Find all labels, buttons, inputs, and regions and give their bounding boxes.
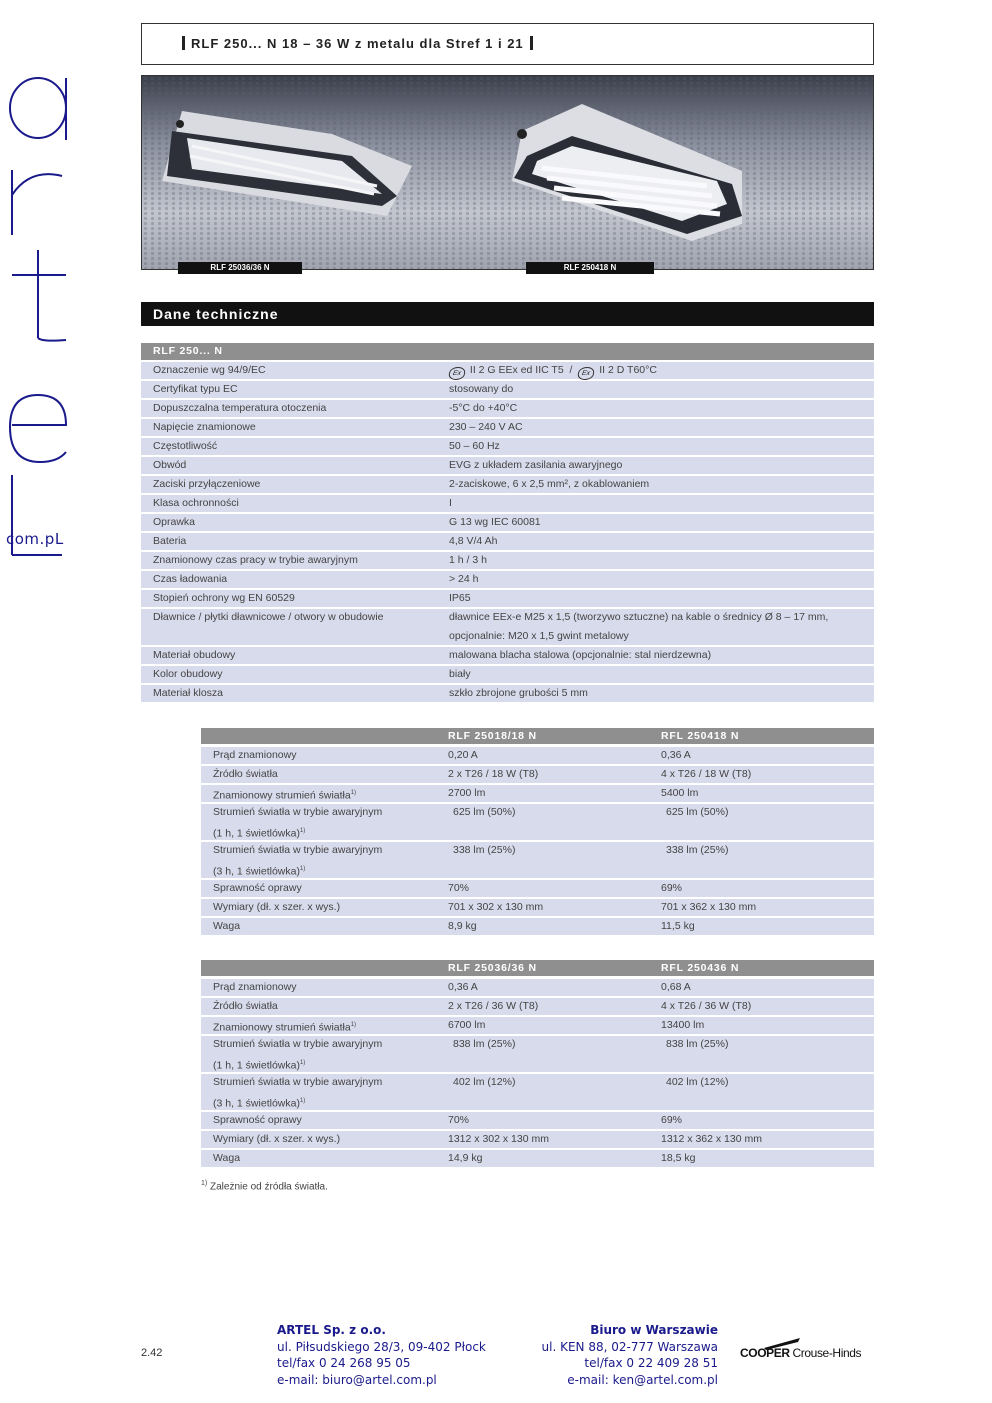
row-value [449, 362, 657, 380]
table-row [201, 1131, 874, 1148]
row-label-text: Znamionowy strumień światła [213, 789, 351, 802]
row-label: Czas ładowania [153, 573, 228, 585]
ex-symbol-icon: Ex [577, 367, 595, 380]
cell-value: 69% [661, 1114, 683, 1126]
cell-value: 701 x 362 x 130 mm [661, 901, 757, 913]
title-bar-right [530, 36, 533, 50]
table-header-row [201, 960, 874, 976]
table-row [201, 1150, 874, 1167]
marking-separator: / [569, 364, 573, 376]
footnote-marker: 1) [201, 1180, 208, 1187]
row-value: malowana blacha stalowa (opcjonalnie: stal nierdzewna) [449, 649, 712, 661]
table-row [201, 804, 874, 840]
row-label-text: Strumień światła w trybie awaryjnym [213, 1038, 383, 1050]
row-label [213, 785, 356, 805]
row-label-text: Strumień światła w trybie awaryjnym [213, 1076, 383, 1088]
cell-value: 838 lm (25%) [453, 1038, 516, 1050]
row-label-continued [213, 1055, 305, 1075]
cooper-brand-bold: COOPER [740, 1346, 790, 1360]
cell-value: 5400 lm [661, 787, 699, 799]
row-value: I [449, 497, 452, 509]
office-address [520, 1322, 718, 1388]
cell-value: 2700 lm [448, 787, 486, 799]
row-value: > 24 h [449, 573, 479, 585]
cell-value: 338 lm (25%) [666, 844, 729, 856]
table-row [141, 590, 874, 607]
cell-value: 4 x T26 / 36 W (T8) [661, 1000, 752, 1012]
company-street: ul. Piłsudskiego 28/3, 09-402 Płock [277, 1339, 486, 1354]
ex-marking-dust: II 2 D T60°C [599, 364, 657, 376]
row-label [213, 842, 382, 859]
row-label [213, 1074, 382, 1091]
row-label: Materiał obudowy [153, 649, 236, 661]
row-label: Dławnice / płytki dławnicowe / otwory w obudowie [153, 611, 384, 623]
table-row [201, 785, 874, 802]
photo-caption-left: RLF 25036/36 N [178, 262, 302, 274]
row-label: Kolor obudowy [153, 668, 223, 680]
row-label [213, 747, 296, 764]
row-label-text: Strumień światła w trybie awaryjnym [213, 806, 383, 818]
row-value: -5°C do +40°C [449, 402, 518, 414]
cell-value: 4 x T26 / 18 W (T8) [661, 768, 752, 780]
row-label-text: (1 h, 1 świetlówka) [213, 1059, 300, 1072]
row-label-text: (3 h, 1 świetlówka) [213, 865, 300, 878]
row-label-text: Wymiary (dł. x szer. x wys.) [213, 1133, 341, 1145]
table-row [141, 400, 874, 417]
table-row [201, 1112, 874, 1129]
row-value: 230 – 240 V AC [449, 421, 523, 433]
cell-value: 0,36 A [661, 749, 691, 761]
row-label: Materiał klosza [153, 687, 224, 699]
footnote-marker: 1) [299, 1098, 306, 1104]
page-title-text: RLF 250... N 18 – 36 W z metalu dla Stref 1 i 21 [191, 36, 524, 51]
row-label: Oprawka [153, 516, 196, 528]
table-row [141, 571, 874, 588]
row-label-text: (1 h, 1 świetlówka) [213, 827, 300, 840]
table-row [141, 666, 874, 683]
ex-symbol-icon: Ex [448, 367, 466, 380]
table-row [201, 899, 874, 916]
cell-value: 13400 lm [661, 1019, 705, 1031]
row-label-text: Sprawność oprawy [213, 882, 302, 894]
footnote-marker: 1) [299, 1060, 306, 1066]
row-label-text: Prąd znamionowy [213, 981, 297, 993]
row-label [213, 1112, 302, 1129]
cell-value: 625 lm (50%) [666, 806, 729, 818]
cell-value: 625 lm (50%) [453, 806, 516, 818]
cell-value: 18,5 kg [661, 1152, 696, 1164]
office-name: Biuro w Warszawie [590, 1323, 718, 1337]
row-value: 4,8 V/4 Ah [449, 535, 498, 547]
row-label [213, 979, 296, 996]
column-header: RFL 250418 N [661, 730, 740, 742]
company-address [277, 1322, 486, 1388]
table-row [141, 685, 874, 702]
row-label: Bateria [153, 535, 187, 547]
office-email[interactable]: e-mail: ken@artel.com.pl [567, 1372, 718, 1387]
footnote [201, 1180, 328, 1192]
table-row [201, 880, 874, 897]
page-title [176, 36, 539, 51]
table-row [141, 609, 874, 645]
row-label [213, 918, 240, 935]
row-label: Certyfikat typu EC [153, 383, 238, 395]
row-value: stosowany do [449, 383, 514, 395]
row-label: Obwód [153, 459, 187, 471]
artel-logo-icon [0, 70, 80, 560]
cell-value: 338 lm (25%) [453, 844, 516, 856]
cooper-logo [740, 1336, 874, 1362]
row-label-text: Prąd znamionowy [213, 749, 297, 761]
cell-value: 0,20 A [448, 749, 478, 761]
row-label: Częstotliwość [153, 440, 218, 452]
footnote-marker: 1) [299, 828, 306, 834]
row-label-text: Strumień światła w trybie awaryjnym [213, 844, 383, 856]
table-row [201, 842, 874, 878]
row-label: Znamionowy czas pracy w trybie awaryjnym [153, 554, 358, 566]
company-name: ARTEL Sp. z o.o. [277, 1323, 386, 1337]
row-value: IP65 [449, 592, 471, 604]
cell-value: 14,9 kg [448, 1152, 483, 1164]
table-row [201, 979, 874, 996]
row-label-text: Źródło światła [213, 768, 278, 780]
cell-value: 0,36 A [448, 981, 478, 993]
page-number: 2.42 [141, 1347, 163, 1359]
row-value: biały [449, 668, 471, 680]
cell-value: 70% [448, 882, 470, 894]
cell-value: 1312 x 362 x 130 mm [661, 1133, 762, 1145]
cell-value: 402 lm (12%) [666, 1076, 729, 1088]
table-row [141, 362, 874, 379]
table-row [141, 552, 874, 569]
cell-value: 1312 x 302 x 130 mm [448, 1133, 549, 1145]
cooper-brand-rest: Crouse-Hinds [789, 1346, 862, 1360]
row-label-text: Znamionowy strumień światła [213, 1021, 351, 1034]
cell-value: 8,9 kg [448, 920, 477, 932]
table-header-row [141, 343, 874, 360]
product-photo [141, 75, 874, 270]
row-label-text: Waga [213, 1152, 241, 1164]
cell-value: 402 lm (12%) [453, 1076, 516, 1088]
column-header: RLF 25018/18 N [448, 730, 537, 742]
row-label [213, 998, 278, 1015]
row-label-text: (3 h, 1 świetlówka) [213, 1097, 300, 1110]
cooper-brand [740, 1346, 861, 1360]
cell-value: 838 lm (25%) [666, 1038, 729, 1050]
row-label-continued [213, 823, 305, 843]
cell-value: 2 x T26 / 36 W (T8) [448, 1000, 539, 1012]
table-row [141, 476, 874, 493]
row-label [213, 1036, 382, 1053]
row-label-text: Sprawność oprawy [213, 1114, 302, 1126]
table-row [141, 533, 874, 550]
row-value: szkło zbrojone grubości 5 mm [449, 687, 588, 699]
table-row [201, 918, 874, 935]
table-header-row [201, 728, 874, 744]
table-row [141, 438, 874, 455]
cell-value: 70% [448, 1114, 470, 1126]
row-value: 50 – 60 Hz [449, 440, 500, 452]
table-row [141, 647, 874, 664]
row-label: Napięcie znamionowe [153, 421, 256, 433]
cell-value: 69% [661, 882, 683, 894]
row-label-continued [213, 861, 305, 881]
company-email[interactable]: e-mail: biuro@artel.com.pl [277, 1372, 437, 1387]
row-label-text: Źródło światła [213, 1000, 278, 1012]
title-box [141, 23, 874, 65]
row-value: 1 h / 3 h [449, 554, 487, 566]
logo-domain: com.pL [6, 530, 64, 548]
row-label [213, 766, 278, 783]
company-phone: tel/fax 0 24 268 95 05 [277, 1356, 411, 1370]
table-row [141, 457, 874, 474]
footnote-marker: 1) [350, 1022, 357, 1028]
row-value: 2-zaciskowe, 6 x 2,5 mm², z okablowaniem [449, 478, 650, 490]
column-header: RLF 25036/36 N [448, 962, 537, 974]
cell-value: 6700 lm [448, 1019, 486, 1031]
footnote-marker: 1) [350, 790, 357, 796]
row-label-text: Wymiary (dł. x szer. x wys.) [213, 901, 341, 913]
row-label [213, 804, 382, 821]
column-header: RFL 250436 N [661, 962, 740, 974]
table-row [141, 419, 874, 436]
table-row [201, 998, 874, 1015]
table-row [201, 747, 874, 764]
photo-caption-right: RLF 250418 N [526, 262, 654, 274]
cell-value: 2 x T26 / 18 W (T8) [448, 768, 539, 780]
title-bar-left [182, 36, 185, 50]
cell-value: 0,68 A [661, 981, 691, 993]
office-phone: tel/fax 0 22 409 28 51 [584, 1356, 718, 1370]
row-value: G 13 wg IEC 60081 [449, 516, 541, 528]
ex-marking-gas: II 2 G EEx ed IIC T5 [469, 364, 564, 376]
footnote-text: Zależnie od źródła światła. [210, 1181, 328, 1193]
row-label-continued [213, 1093, 305, 1113]
luminaire-illustration [142, 76, 874, 270]
row-label [213, 899, 340, 916]
table-row [141, 514, 874, 531]
cell-value: 11,5 kg [661, 920, 695, 932]
row-label [213, 1131, 340, 1148]
table-header-label: RLF 250... N [153, 345, 223, 357]
table-row [201, 1036, 874, 1072]
row-value: EVG z układem zasilania awaryjnego [449, 459, 623, 471]
footnote-marker: 1) [299, 866, 306, 872]
row-label [213, 1150, 240, 1167]
section-title: Dane techniczne [141, 302, 874, 326]
row-label [213, 880, 302, 897]
table-row [201, 1074, 874, 1110]
row-label: Zaciski przyłączeniowe [153, 478, 261, 490]
office-street: ul. KEN 88, 02-777 Warszawa [541, 1339, 718, 1354]
row-label: Klasa ochronności [153, 497, 239, 509]
table-row [201, 766, 874, 783]
row-label-text: Waga [213, 920, 241, 932]
cell-value: 701 x 302 x 130 mm [448, 901, 544, 913]
table-row [201, 1017, 874, 1034]
row-label: Dopuszczalna temperatura otoczenia [153, 402, 327, 414]
row-label [213, 1017, 356, 1037]
table-row [141, 495, 874, 512]
row-label: Stopień ochrony wg EN 60529 [153, 592, 295, 604]
row-label: Oznaczenie wg 94/9/EC [153, 364, 266, 376]
row-value: dławnice EEx-e M25 x 1,5 (tworzywo sztuczne) na kable o średnicy Ø 8 – 17 mm, [449, 611, 829, 623]
row-value-continued: opcjonalnie: M20 x 1,5 gwint metalowy [449, 630, 629, 642]
table-row [141, 381, 874, 398]
